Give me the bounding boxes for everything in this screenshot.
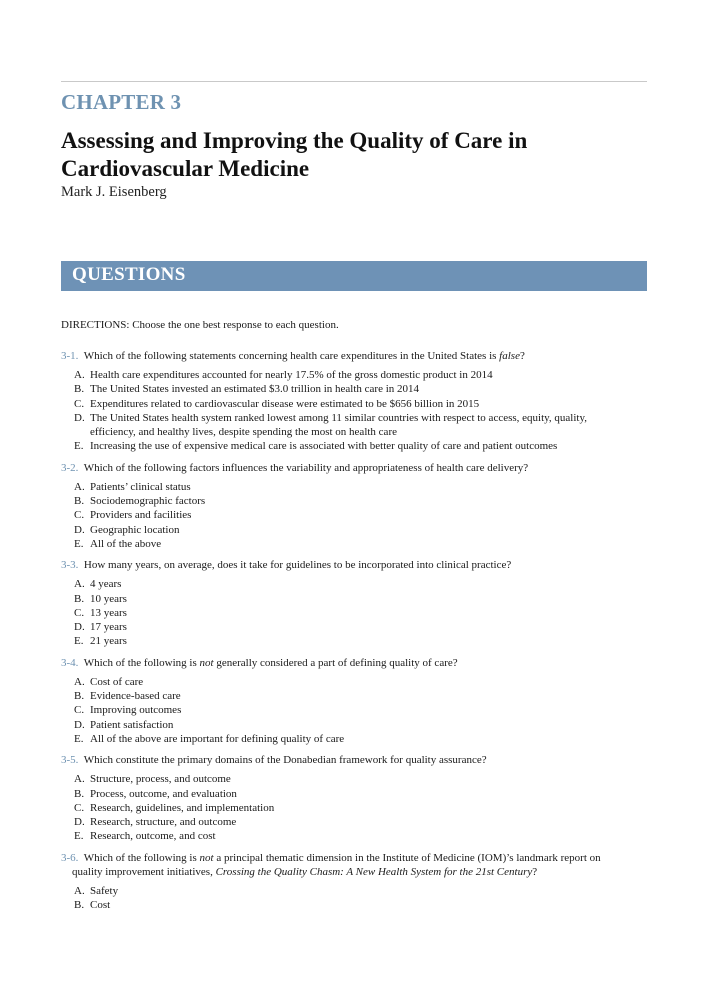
option-text: 17 years xyxy=(90,621,127,634)
answer-option xyxy=(61,884,621,898)
option-letter: C. xyxy=(74,704,85,717)
answer-option xyxy=(61,397,621,411)
question-number: 3-5. xyxy=(61,754,79,767)
question-3 xyxy=(61,558,621,648)
option-letter: A. xyxy=(74,884,85,897)
option-letter: C. xyxy=(74,801,85,814)
option-text: Process, outcome, and evaluation xyxy=(90,787,237,800)
option-letter: E. xyxy=(74,440,84,453)
option-letter: C. xyxy=(74,606,85,619)
stem-text: Which of the following statements concerning health care expenditures in the United States is xyxy=(83,350,500,362)
stem-emphasis: not xyxy=(199,656,214,669)
option-text: Patient satisfaction xyxy=(90,718,174,731)
option-letter: B. xyxy=(74,592,85,605)
chapter-title: Assessing and Improving the Quality of Care in Cardiovascular Medicine xyxy=(61,128,528,181)
option-letter: B. xyxy=(74,383,85,396)
option-text: All of the above xyxy=(90,537,162,550)
option-text: Research, structure, and outcome xyxy=(90,816,237,829)
option-letter: B. xyxy=(74,787,85,800)
stem-text: ? xyxy=(532,865,538,878)
option-letter: E. xyxy=(74,537,84,550)
option-text: Patients’ clinical status xyxy=(90,480,191,493)
answer-option xyxy=(61,382,621,396)
answer-option xyxy=(61,634,621,648)
answer-option xyxy=(61,494,621,508)
answer-option xyxy=(61,606,621,620)
answer-options xyxy=(61,368,621,454)
question-stem xyxy=(61,753,621,767)
option-letter: B. xyxy=(74,690,85,703)
answer-option xyxy=(61,439,621,453)
option-text: Expenditures related to cardiovascular disease were estimated to be $656 billion in 2015 xyxy=(90,397,480,410)
answer-options xyxy=(61,772,621,843)
top-divider xyxy=(61,81,647,82)
question-6 xyxy=(61,851,621,913)
option-text: Providers and facilities xyxy=(90,509,192,522)
question-1 xyxy=(61,349,621,454)
answer-option xyxy=(61,689,621,703)
option-text: Sociodemographic factors xyxy=(90,495,206,508)
section-header-bar xyxy=(61,261,647,291)
stem-text: Which of the following is xyxy=(83,851,200,864)
author-name: Mark J. Eisenberg xyxy=(61,184,167,200)
stem-emphasis: false xyxy=(499,350,520,362)
option-letter: D. xyxy=(74,816,85,829)
option-text: 13 years xyxy=(90,606,127,619)
question-5 xyxy=(61,753,621,843)
question-stem xyxy=(61,349,621,363)
stem-text: a principal thematic dimension in the Institute of Medicine (IOM)’s landmark report on quality improvement initiatives, xyxy=(72,851,601,878)
stem-text: Which of the following factors influences the variability and appropriateness of health care delivery? xyxy=(83,461,529,474)
answer-option xyxy=(61,675,621,689)
question-stem xyxy=(61,656,621,670)
directions-text: DIRECTIONS: Choose the one best response to each question. xyxy=(61,319,339,331)
option-text: Evidence-based care xyxy=(90,690,181,703)
option-text: Health care expenditures accounted for nearly 17.5% of the gross domestic product in 2014 xyxy=(90,369,493,381)
option-letter: C. xyxy=(74,397,85,410)
option-letter: D. xyxy=(74,411,85,424)
answer-option xyxy=(61,577,621,591)
question-number: 3-4. xyxy=(61,656,79,669)
stem-text: generally considered a part of defining quality of care? xyxy=(213,656,458,669)
section-title: QUESTIONS xyxy=(72,264,186,285)
option-letter: A. xyxy=(74,773,85,786)
option-text: 10 years xyxy=(90,592,127,605)
answer-option xyxy=(61,480,621,494)
answer-option xyxy=(61,508,621,522)
answer-option xyxy=(61,537,621,551)
answer-options xyxy=(61,577,621,648)
answer-option xyxy=(61,592,621,606)
answer-options xyxy=(61,480,621,551)
option-letter: A. xyxy=(74,480,85,493)
option-letter: D. xyxy=(74,523,85,536)
answer-options xyxy=(61,884,621,913)
option-text: The United States invested an estimated $3.0 trillion in health care in 2014 xyxy=(90,383,420,396)
answer-option xyxy=(61,703,621,717)
option-text: 4 years xyxy=(90,578,122,591)
answer-option xyxy=(61,718,621,732)
stem-text: Which of the following is xyxy=(83,656,200,669)
chapter-label: CHAPTER 3 xyxy=(61,90,182,114)
question-2 xyxy=(61,461,621,551)
option-text: 21 years xyxy=(90,635,127,648)
answer-option xyxy=(61,732,621,746)
question-stem xyxy=(61,558,621,572)
stem-emphasis: not xyxy=(199,851,214,864)
question-number: 3-2. xyxy=(61,461,79,474)
option-text: Research, outcome, and cost xyxy=(90,830,216,843)
question-number: 3-6. xyxy=(61,851,79,864)
option-text: Improving outcomes xyxy=(90,704,182,717)
stem-text: ? xyxy=(519,350,525,362)
option-letter: B. xyxy=(74,495,85,508)
option-text: Safety xyxy=(90,884,119,897)
option-text: Geographic location xyxy=(90,523,180,536)
stem-text: How many years, on average, does it take for guidelines to be incorporated into clinical practice? xyxy=(83,559,512,572)
question-list xyxy=(61,349,621,919)
answer-option xyxy=(61,898,621,912)
option-text: All of the above are important for defining quality of care xyxy=(90,732,345,745)
question-stem xyxy=(61,461,621,475)
question-number: 3-3. xyxy=(61,559,79,572)
answer-option xyxy=(61,620,621,634)
question-4 xyxy=(61,656,621,746)
answer-option xyxy=(61,368,621,382)
stem-text: Which constitute the primary domains of the Donabedian framework for quality assurance? xyxy=(83,754,487,767)
question-stem xyxy=(61,851,621,879)
option-text: Increasing the use of expensive medical care is associated with better quality of care and patient outcomes xyxy=(90,440,558,453)
option-letter: D. xyxy=(74,621,85,634)
answer-options xyxy=(61,675,621,746)
option-letter: E. xyxy=(74,635,84,648)
stem-emphasis: Crossing the Quality Chasm: A New Health System for the 21st Century xyxy=(215,865,533,878)
option-letter: B. xyxy=(74,899,85,912)
option-letter: E. xyxy=(74,732,84,745)
option-text: Research, guidelines, and implementation xyxy=(90,801,275,814)
answer-option xyxy=(61,829,621,843)
option-letter: A. xyxy=(74,675,85,688)
option-letter: A. xyxy=(74,369,85,381)
option-text: Cost xyxy=(90,899,111,912)
answer-option xyxy=(61,523,621,537)
option-text: Cost of care xyxy=(90,675,144,688)
option-text: The United States health system ranked lowest among 11 similar countries with respect to access, equity, quality, efficiency, and healthy lives, despite spending the most on health care xyxy=(90,411,588,439)
answer-option xyxy=(61,801,621,815)
option-letter: E. xyxy=(74,830,84,843)
option-text: Structure, process, and outcome xyxy=(90,773,231,786)
option-letter: D. xyxy=(74,718,85,731)
answer-option xyxy=(61,772,621,786)
answer-option xyxy=(61,787,621,801)
answer-option xyxy=(61,411,621,440)
answer-option xyxy=(61,815,621,829)
question-number: 3-1. xyxy=(61,350,79,362)
option-letter: A. xyxy=(74,578,85,591)
option-letter: C. xyxy=(74,509,85,522)
